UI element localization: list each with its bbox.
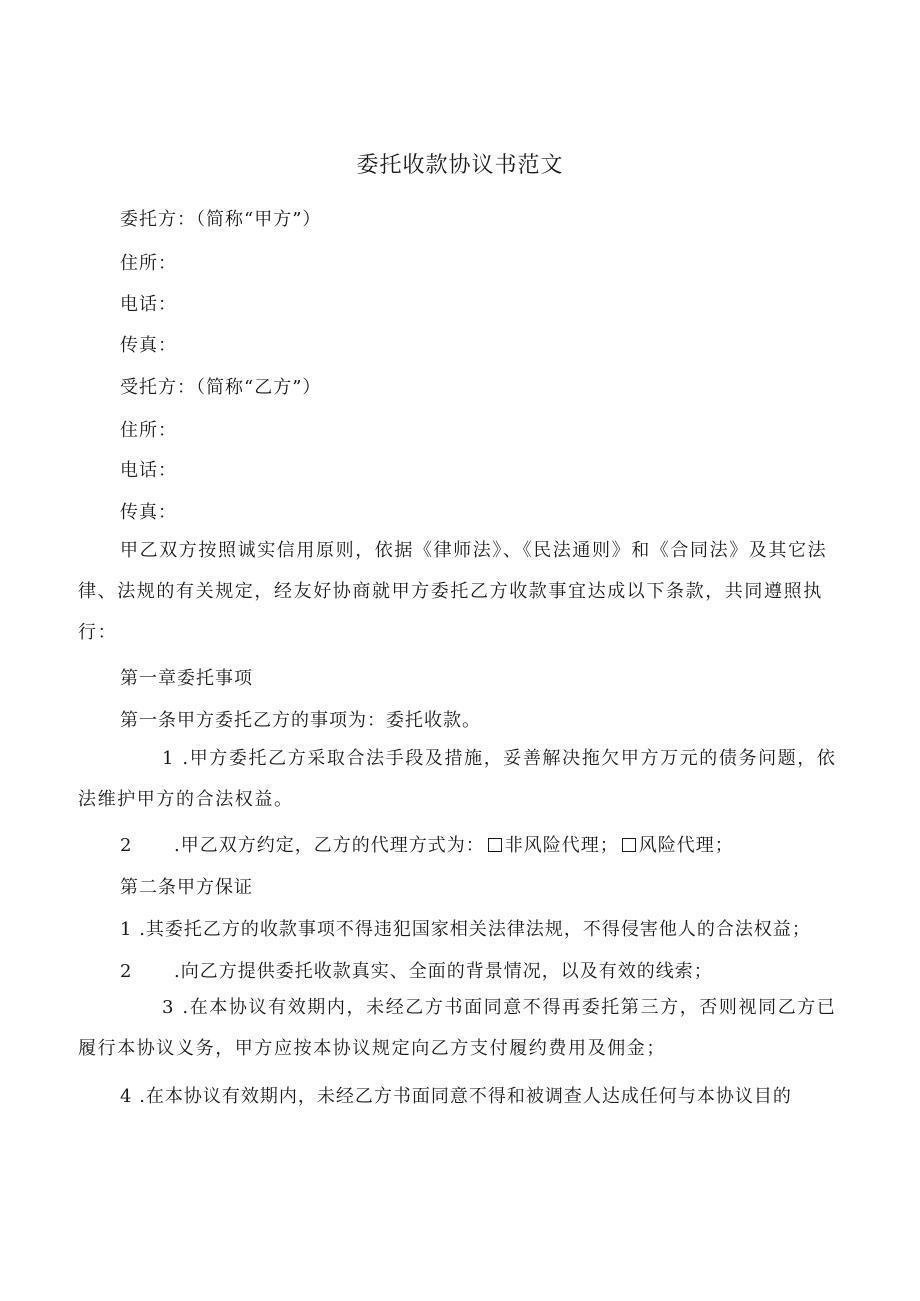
item-number: 1 xyxy=(162,748,176,769)
party-b-fax: 传真： xyxy=(120,502,177,523)
item-text: .甲乙双方约定，乙方的代理方式为： xyxy=(174,835,485,856)
item-text: .在本协议有效期内，未经乙方书面同意不得再委托第三方，否则视同乙方已履行本协议义务，甲方应按本协议规定向乙方支付履约费用及佣金； xyxy=(78,997,837,1059)
item-number: 2 xyxy=(120,961,133,982)
party-a-address: 住所： xyxy=(120,253,177,274)
item-text: .向乙方提供委托收款真实、全面的背景情况，以及有效的线索； xyxy=(174,961,713,982)
party-a-phone: 电话： xyxy=(120,294,177,315)
preamble-paragraph xyxy=(78,530,838,653)
checkbox-icon[interactable] xyxy=(488,838,502,852)
article-2-item-3 xyxy=(78,987,838,1069)
option-risk-label: 风险代理； xyxy=(638,835,734,856)
chapter-heading: 第一章委托事项 xyxy=(120,668,253,689)
article-1-heading: 第一条甲方委托乙方的事项为：委托收款。 xyxy=(120,710,481,731)
item-number: 3 xyxy=(162,997,176,1018)
article-2-heading: 第二条甲方保证 xyxy=(120,877,253,898)
article-1-item-1 xyxy=(78,738,838,820)
item-number: 1 xyxy=(120,919,133,940)
article-2-item-1 xyxy=(120,915,811,941)
article-1-item-2 xyxy=(120,831,734,857)
party-a-label: 委托方：（简称“甲方”） xyxy=(120,209,322,230)
item-number: 4 xyxy=(120,1086,133,1107)
item-text: .甲方委托乙方采取合法手段及措施，妥善解决拖欠甲方万元的债务问题，依法维护甲方的合法权益。 xyxy=(78,748,837,810)
article-2-item-4 xyxy=(120,1082,792,1108)
item-number: 2 xyxy=(120,835,133,856)
document-title: 委托收款协议书范文 xyxy=(356,153,564,178)
preamble-text: 甲乙双方按照诚实信用原则，依据《律师法》、《民法通则》和《合同法》及其它法律、法规的有关规定，经友好协商就甲方委托乙方收款事宜达成以下条款，共同遵照执行： xyxy=(78,540,828,643)
item-text: .其委托乙方的收款事项不得违犯国家相关法律法规，不得侵害他人的合法权益； xyxy=(139,919,811,940)
party-b-address: 住所： xyxy=(120,420,177,441)
article-2-item-2 xyxy=(120,957,713,983)
option-non-risk-label: 非风险代理； xyxy=(504,835,619,856)
party-b-label: 受托方：（简称“乙方”） xyxy=(120,377,322,398)
checkbox-icon[interactable] xyxy=(622,838,636,852)
party-a-fax: 传真： xyxy=(120,335,177,356)
party-b-phone: 电话： xyxy=(120,460,177,481)
item-text: .在本协议有效期内，未经乙方书面同意不得和被调查人达成任何与本协议目的 xyxy=(139,1086,792,1107)
